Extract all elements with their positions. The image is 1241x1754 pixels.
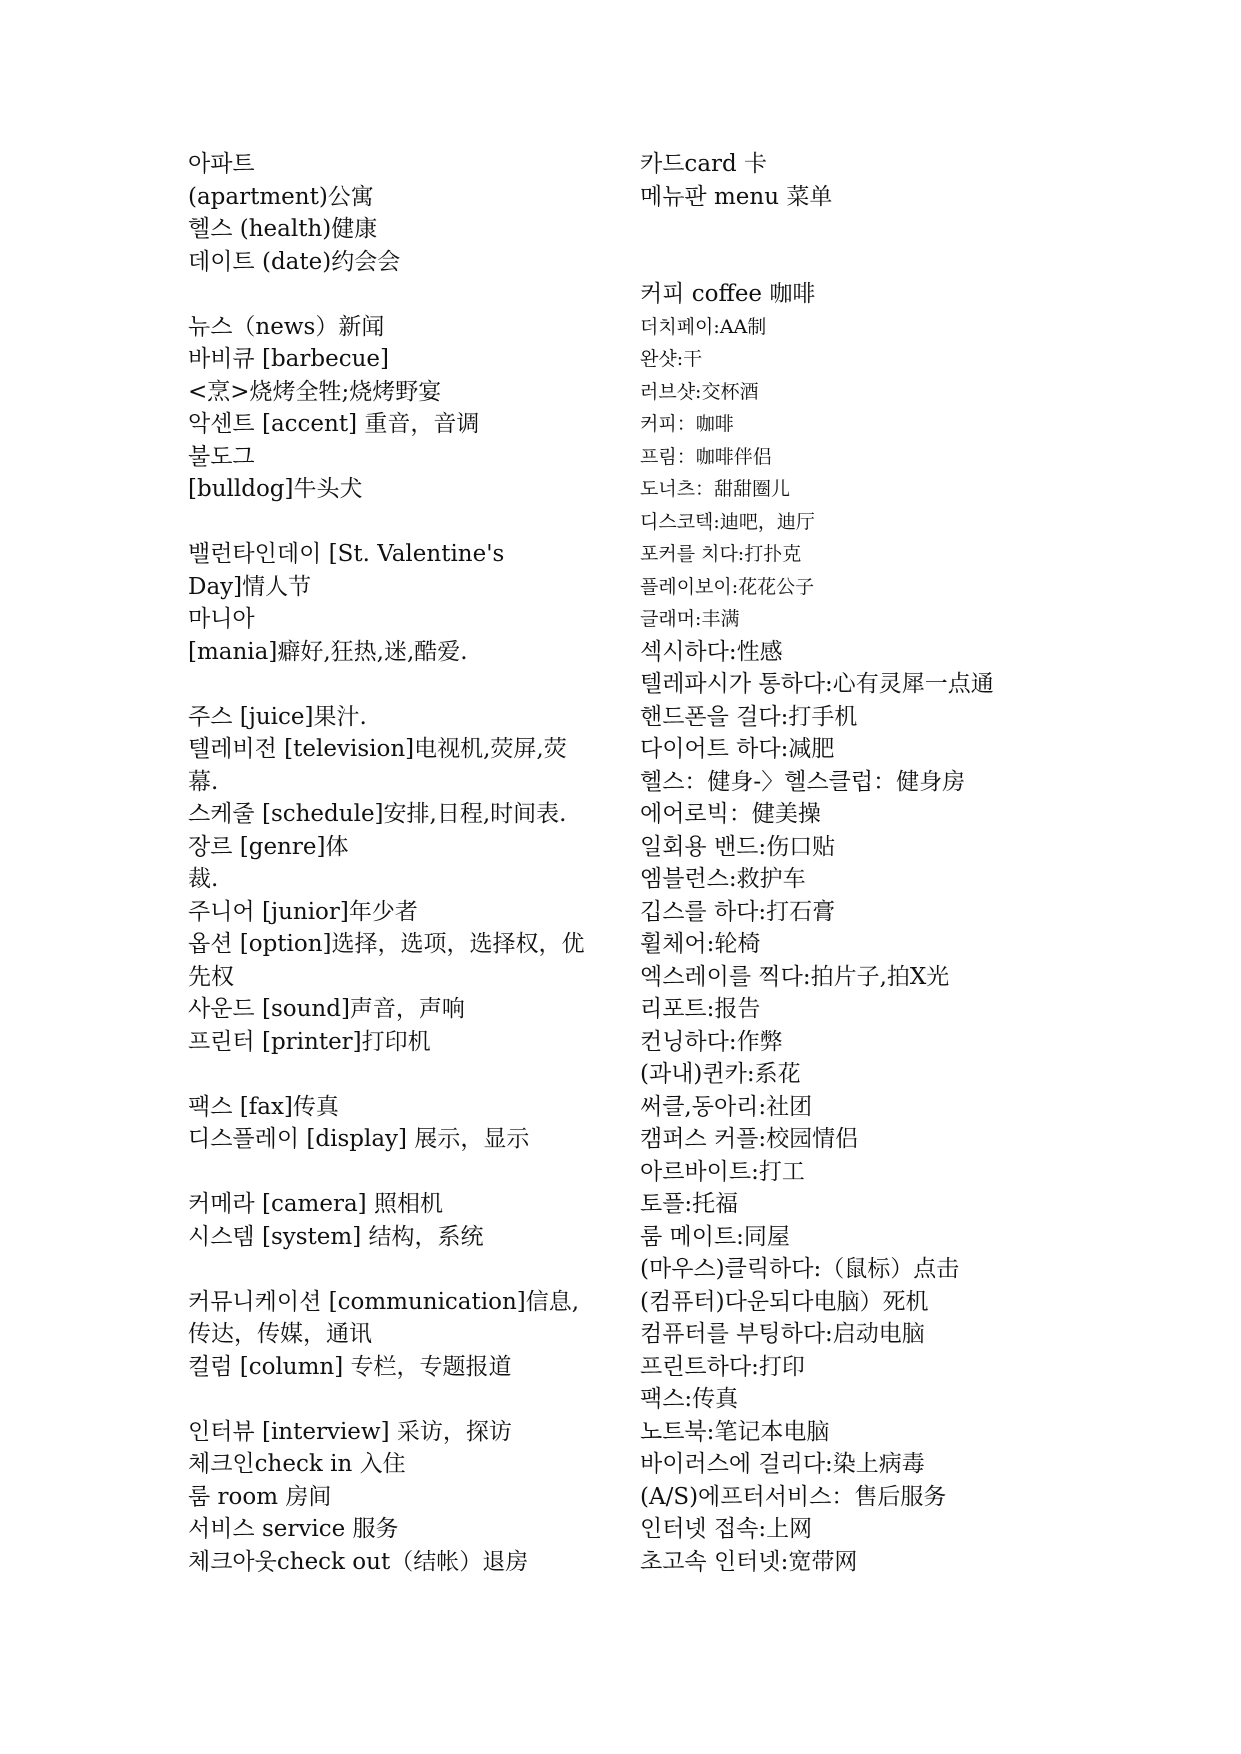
vocab-line: 뉴스（news）新闻 [188, 313, 385, 340]
vocab-line: [bulldog]牛头犬 [188, 476, 363, 502]
vocab-line: 휠체어:轮椅 [640, 931, 761, 957]
vocab-line: 幕. [188, 768, 219, 795]
vocab-line: 일회용 밴드:伤口贴 [640, 833, 836, 860]
vocab-line: 헬스 (health)健康 [188, 216, 378, 242]
vocab-line: (과내)퀸카:系花 [640, 1061, 801, 1087]
vocab-line: 디스플레이 [display] 展示，显示 [188, 1126, 530, 1152]
vocab-line: 더치페이:AA制 [640, 315, 767, 338]
vocab-line: 주니어 [junior]年少者 [188, 898, 418, 925]
vocab-line: 장르 [genre]体 [188, 833, 349, 860]
vocab-line: 섹시하다:性感 [640, 638, 783, 665]
vocab-line: 커피 coffee 咖啡 [640, 281, 816, 307]
vocab-line: (마우스)클릭하다:（鼠标）点击 [640, 1256, 960, 1282]
vocab-line: 팩스 [fax]传真 [188, 1093, 339, 1120]
vocab-line: 텔레비전 [television]电视机,荧屏,荧 [188, 736, 567, 762]
vocab-line: 체크아웃check out（结帐）退房 [188, 1548, 529, 1575]
blank-line [188, 506, 608, 539]
vocab-line: 옵션 [option]选择，选项，选择权，优 [188, 931, 585, 957]
vocab-line: 시스템 [system] 结构，系统 [188, 1223, 484, 1250]
vocab-line: 裁. [188, 866, 219, 892]
blank-line [640, 246, 1080, 279]
vocab-line: 사운드 [sound]声音，声响 [188, 996, 465, 1022]
vocab-line: 핸드폰을 걸다:打手机 [640, 703, 858, 730]
vocab-line: (apartment)公寓 [188, 183, 374, 210]
vocab-line: 다이어트 하다:减肥 [640, 736, 835, 762]
vocab-line: 룸 메이트:同屋 [640, 1223, 790, 1250]
vocab-line: 先权 [188, 963, 234, 990]
vocab-line: 프린트하다:打印 [640, 1353, 805, 1380]
vocab-line: 체크인check in 入住 [188, 1451, 406, 1477]
vocab-line: 도너츠：甜甜圈儿 [640, 478, 791, 500]
vocab-line: 인터넷 접속:上网 [640, 1516, 813, 1542]
blank-line [640, 213, 1080, 246]
vocab-line: 스케줄 [schedule]安排,日程,时间表. [188, 801, 567, 827]
vocab-line: 플레이보이:花花公子 [640, 575, 815, 598]
blank-line [188, 1253, 608, 1286]
vocab-line: 캠퍼스 커플:校园情侣 [640, 1126, 859, 1152]
vocab-line: 마니아 [188, 606, 255, 632]
vocab-line: 주스 [juice]果汁. [188, 703, 367, 730]
vocab-line: 악센트 [accent] 重音，音调 [188, 411, 480, 437]
vocab-line: 텔레파시가 통하다:心有灵犀一点通 [640, 671, 994, 697]
vocab-line: 글래머:丰满 [640, 608, 740, 630]
vocab-line: 传达，传媒，通讯 [188, 1321, 372, 1347]
blank-line [188, 278, 608, 311]
vocab-line: 리포트:报告 [640, 996, 761, 1022]
vocab-line: 초고속 인터넷:宽带网 [640, 1548, 858, 1575]
vocab-line: <烹>烧烤全牲;烧烤野宴 [188, 378, 442, 405]
vocab-line: 깁스를 하다:打石膏 [640, 898, 836, 925]
vocab-line: 엑스레이를 찍다:拍片子,拍X光 [640, 963, 950, 990]
vocab-line: 컨닝하다:作弊 [640, 1028, 783, 1055]
left-column [188, 148, 608, 1578]
vocab-line: (컴퓨터)다운되다电脑）死机 [640, 1288, 929, 1315]
blank-line [188, 668, 608, 701]
vocab-line: 커메라 [camera] 照相机 [188, 1191, 443, 1217]
vocab-line: 노트북:笔记本电脑 [640, 1418, 830, 1445]
vocab-line: 불도그 [188, 443, 255, 470]
vocab-line: 카드card 卡 [640, 151, 768, 177]
vocab-line: 커뮤니케이션 [communication]信息, [188, 1288, 580, 1315]
vocab-line: 디스코텍:迪吧，迪厅 [640, 510, 815, 533]
vocab-line: 룸 room 房间 [188, 1483, 332, 1510]
vocab-line: 컴퓨터를 부팅하다:启动电脑 [640, 1321, 925, 1347]
vocab-line: 데이트 (date)约会会 [188, 248, 401, 275]
vocab-line: 에어로빅：健美操 [640, 801, 821, 827]
vocab-line: 밸런타인데이 [St. Valentine's [188, 541, 505, 567]
vocab-line: 포커를 치다:打扑克 [640, 543, 802, 565]
vocab-line: [mania]癖好,狂热,迷,酷爱. [188, 638, 468, 665]
vocab-line: 바비큐 [barbecue] [188, 346, 389, 372]
vocab-line: 아르바이트:打工 [640, 1158, 805, 1185]
blank-line [188, 1383, 608, 1416]
vocab-line: 메뉴판 menu 菜单 [640, 183, 833, 210]
vocab-line: 써클,동아리:社团 [640, 1093, 813, 1120]
vocab-line: 컬럼 [column] 专栏，专题报道 [188, 1353, 512, 1380]
vocab-line: 프린터 [printer]打印机 [188, 1028, 431, 1055]
vocab-line: 러브샷:交杯酒 [640, 380, 759, 403]
vocab-line: 아파트 [188, 151, 255, 177]
vocab-line: 프림：咖啡伴侣 [640, 445, 772, 468]
vocab-line: 완샷:干 [640, 348, 703, 370]
vocab-line: 바이러스에 걸리다:染上病毒 [640, 1451, 925, 1477]
vocab-line: 헬스：健身-〉헬스클럽：健身房 [640, 768, 966, 795]
blank-line [188, 1058, 608, 1091]
vocab-line: 인터뷰 [interview] 采访，探访 [188, 1418, 512, 1445]
vocab-line: Day]情人节 [188, 573, 312, 600]
vocab-line: 엠블런스:救护车 [640, 866, 806, 892]
blank-line [188, 1156, 608, 1189]
right-column [640, 148, 1080, 1578]
vocab-line: 팩스:传真 [640, 1386, 739, 1412]
vocab-line: (A/S)에프터서비스：售后服务 [640, 1483, 947, 1510]
vocab-line: 커피：咖啡 [640, 413, 734, 435]
vocab-line: 토플:托福 [640, 1191, 739, 1217]
vocab-line: 서비스 service 服务 [188, 1516, 399, 1542]
